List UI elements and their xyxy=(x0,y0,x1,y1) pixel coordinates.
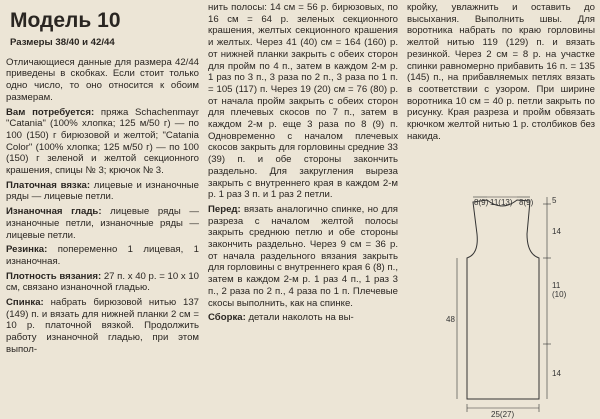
page-title: Модель 10 xyxy=(10,9,121,32)
garment-outline xyxy=(467,200,539,399)
iznanochnaya-label: Изнаночная гладь: xyxy=(6,206,102,218)
intro-paragraph: Отличающиеся данные для размера 42/44 приведены в скобках. Если стоит только одно число, то оно относится к обоим размерам. xyxy=(6,56,199,103)
spinka-continued-paragraph: нить полосы: 14 см = 56 р. бирюзовых, по 16 см = 64 р. зеленых секционного крашения, желтых секционного крашения и желтых. Через 41 (40) см = 164 (160) р. от нижней планки закрыть с обеих сторон для пройм по 4 п., затем в каждом 2-м р. 1 раз по 3 п., 3 раза по 2 п., 3 раза по 1 п. = 105 (117) п. Через 19 (20) см = 76 (80) р. от начала пройм закрыть с обеих сторон для плечевых скосов по 7 п., затем в каждом 2-м р. еще 3 раза по 8 (9) п. Одновременно с началом плечевых скосов закрыть для горловины средние 33 (39) п. и обе стороны закончить раздельно. Для закругления выреза закрыть с внутреннего края в каждом 2-м р. 1 раз 3 п. и 1 раз 2 петли. xyxy=(208,2,398,201)
rezinka-text: попеременно 1 лицевая, 1 изнаночная. xyxy=(6,244,199,267)
iznanochnaya-text: лицевые ряды — изнаночные петли, изнаночные ряды — лицевые петли. xyxy=(6,206,199,241)
sborka-text: детали наколоть на вы- xyxy=(245,312,354,324)
platochnaya-text: лицевые и изнаночные ряды — лицевые петли. xyxy=(6,179,199,203)
platochnaya-label: Платочная вязка: xyxy=(6,179,91,191)
pered-label: Перед: xyxy=(208,203,241,215)
materials-label: Вам потребуется: xyxy=(6,106,95,118)
pattern-schematic xyxy=(407,194,600,419)
column-1 xyxy=(6,0,199,356)
label-body-length: 48 xyxy=(446,315,455,324)
iznanochnaya-paragraph xyxy=(6,206,199,241)
label-side-11: 11 xyxy=(552,281,561,290)
sborka-paragraph xyxy=(208,312,398,324)
label-half-width: 25(27) xyxy=(491,410,515,419)
label-armhole-height: 14 xyxy=(552,227,561,236)
sborka-continued-paragraph: кройку, увлажнить и оставить до высыхания. Выполнить швы. Для воротника набрать по краю горловины желтой нитью 119 (129) п. и вязать резинкой. Через 2 см = 8 р. на участке спинки равномерно прибавить 16 п. = 135 (145) п., на прибавляемых петлях вязать в соответствии с узором. При ширине воротника 10 см = 40 р. петли закрыть по рисунку. Края разреза и пройм обвязать крючком желтой нитью 1 р. столбиков без накида. xyxy=(407,2,595,142)
rezinka-label: Резинка: xyxy=(6,244,48,256)
label-shoulder-right: 8(9) xyxy=(519,198,534,207)
label-neck-width: 11(13) xyxy=(490,198,513,207)
label-side-10: (10) xyxy=(552,290,567,299)
spinka-paragraph xyxy=(6,297,199,356)
spinka-label: Спинка: xyxy=(6,297,44,309)
label-neck-depth: 5 xyxy=(552,196,557,205)
sborka-label: Сборка: xyxy=(208,312,246,324)
plotnost-label: Плотность вязания: xyxy=(6,270,102,282)
label-shoulder-left: 8(9) xyxy=(474,198,489,207)
materials-paragraph xyxy=(6,107,199,177)
materials-text: пряжа Schachenmayr "Catania" (100% хлопка; 125 м/50 г) — по 100 (150) г бирюзовой и желтой; "Catania Color" (100% хлопка; 125 м/50 г) — по 100 (150) г зеленой и желтой секционного крашения, спицы № 3; крючок № 3. xyxy=(6,106,199,177)
pered-paragraph xyxy=(208,204,398,309)
spinka-text: набрать бирюзовой нитью 137 (149) п. и вязать для нижней планки 2 см = 10 р. платочной вязкой. Продолжить работу изнаночной гладью, при этом выпол- xyxy=(6,297,199,355)
rezinka-paragraph xyxy=(6,244,199,267)
column-3 xyxy=(407,2,595,142)
plotnost-paragraph xyxy=(6,271,199,294)
plotnost-text: 27 п. х 40 р. = 10 х 10 см, связано изнаночной гладью. xyxy=(6,270,199,294)
pered-text: вязать аналогично спинке, но для разреза с началом желтой полосы закрыть среднюю петлю и обе стороны закончить раздельно. Через 9 см = 36 р. от начала раздельного вязания закрыть для горловины с внутреннего края 6 (8) п., затем в каждом 2-м р. 1 раз 4 п., 1 раз 3 п., 2 раза по 2 п., 4 раза по 1 п. Плечевые скосы выполнить, как на спинке. xyxy=(208,203,398,309)
sizes-heading: Размеры 38/40 и 42/44 xyxy=(10,37,115,48)
column-2 xyxy=(208,2,398,324)
label-lower-height: 14 xyxy=(552,369,561,378)
platochnaya-paragraph xyxy=(6,180,199,203)
